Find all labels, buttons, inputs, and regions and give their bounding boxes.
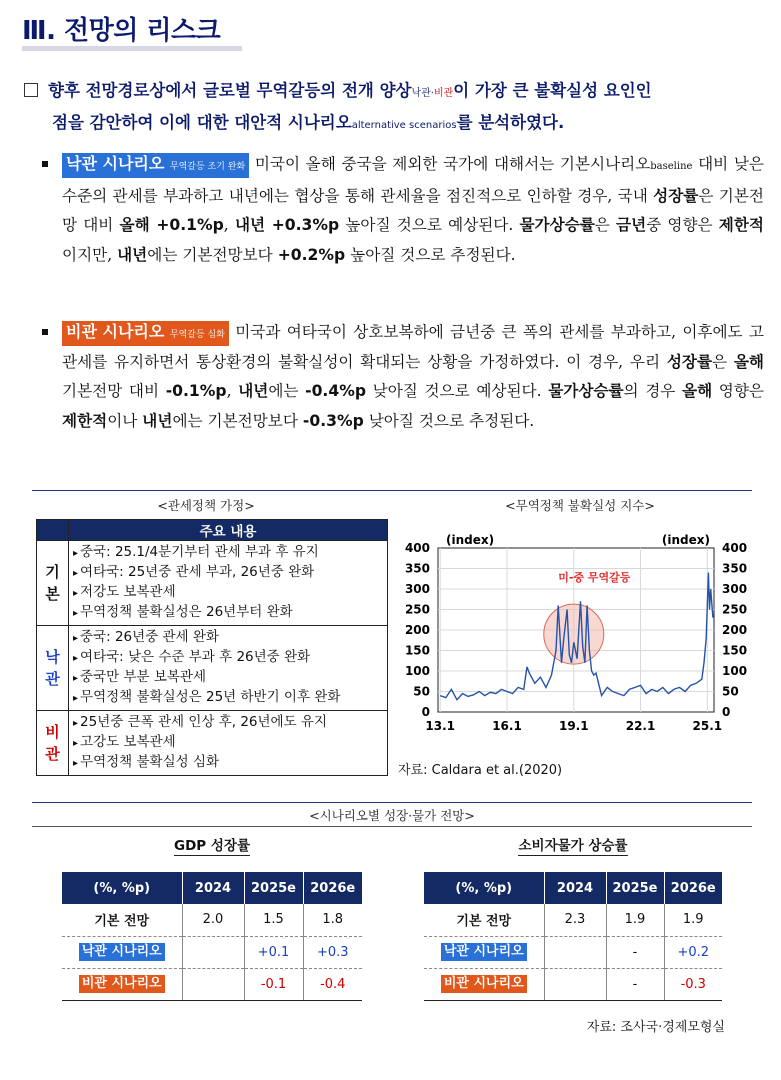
- y-tick-label: 150: [404, 643, 430, 658]
- table-row: 낙관 시나리오 +0.1 +0.3: [62, 936, 362, 968]
- chart-annotation: 미-중 무역갈등: [558, 570, 631, 584]
- y-axis-right-ticks: [722, 541, 747, 719]
- y-label-left: (index): [446, 533, 495, 547]
- gdp-table-title: GDP 성장률: [173, 838, 250, 854]
- checkbox-bullet-icon: [24, 83, 38, 97]
- table-row: 비관 시나리오 - -0.3: [424, 968, 722, 1000]
- y-tick-label: 300: [404, 582, 430, 596]
- list-item: ▸ 중국: 26년중 관세 완화: [73, 628, 383, 648]
- table-row: [37, 541, 388, 626]
- list-item: ▸ 고강도 보복관세: [73, 733, 383, 753]
- table-row: 기본 전망 2.3 1.9 1.9: [424, 904, 722, 936]
- y-tick-label: 0: [722, 705, 731, 719]
- column-header: 2026e: [664, 872, 722, 904]
- cpi-table-title: 소비자물가 상승률: [518, 838, 628, 854]
- x-tick-label: 16.1: [492, 719, 522, 733]
- assumptions-caption: <관세정책 가정>: [157, 498, 255, 513]
- pessimistic-tag: 비관 시나리오 무역갈등 심화: [62, 321, 229, 346]
- y-tick-label: 400: [404, 541, 430, 555]
- y-tick-label: 100: [404, 664, 430, 678]
- y-tick-label: 200: [722, 623, 748, 637]
- table-row: 낙관 시나리오 - +0.2: [424, 936, 722, 968]
- section-divider: [32, 802, 752, 803]
- y-label-right: (index): [661, 533, 710, 547]
- section-divider: [32, 826, 752, 827]
- tariff-assumption-table: [36, 519, 388, 776]
- column-header: 2024: [182, 872, 244, 904]
- outlook-source: 자료: 조사국·경제모형실: [586, 1020, 725, 1035]
- trade-war-highlight: [544, 604, 604, 664]
- x-tick-label: 25.1: [692, 719, 723, 733]
- column-header: (%, %p): [62, 872, 182, 904]
- category-optimistic: 낙 관: [37, 626, 69, 711]
- chart-source: 자료: Caldara et al.(2020): [398, 763, 563, 778]
- bullet-icon: [42, 329, 48, 335]
- chart-caption: <무역정책 불확실성 지수>: [505, 498, 655, 513]
- list-item: ▸ 무역정책 불확실성은 25년 하반기 이후 완화: [73, 688, 383, 708]
- column-header: 2025e: [606, 872, 664, 904]
- list-item: ▸ 무역정책 불확실성은 26년부터 완화: [73, 603, 383, 623]
- list-item: ▸ 여타국: 낮은 수준 부과 후 26년중 완화: [73, 648, 383, 668]
- optimistic-pill: 낙관 시나리오: [79, 943, 165, 961]
- category-baseline: 기 본: [37, 541, 69, 626]
- list-item: ▸ 여타국: 25년중 관세 부과, 26년중 완화: [73, 563, 383, 583]
- y-tick-label: 0: [421, 705, 430, 719]
- x-tick-label: 22.1: [625, 719, 656, 733]
- intro-paragraph: 향후 전망경로상에서 글로벌 무역갈등의 전개 양상낙관·비관이 가장 큰 불확실성 요인인 점을 감안하여 이에 대한 대안적 시나리오alternative scenarios를 분석하였다.: [24, 76, 764, 140]
- y-tick-label: 350: [722, 561, 748, 576]
- table-row: [37, 711, 388, 776]
- column-header: (%, %p): [424, 872, 544, 904]
- pessimistic-pill: 비관 시나리오: [441, 975, 527, 993]
- y-tick-label: 150: [722, 643, 748, 658]
- column-header: 2026e: [303, 872, 362, 904]
- y-tick-label: 50: [722, 684, 739, 699]
- gdp-table: [62, 872, 362, 1001]
- pessimistic-pill: 비관 시나리오: [79, 975, 165, 993]
- list-item: ▸ 중국: 25.1/4분기부터 관세 부과 후 유지: [73, 543, 383, 563]
- y-tick-label: 250: [404, 602, 430, 617]
- y-tick-label: 50: [413, 684, 430, 699]
- cpi-table: [424, 872, 722, 1001]
- category-pessimistic: 비 관: [37, 711, 69, 776]
- pessimistic-scenario-paragraph: 비관 시나리오 무역갈등 심화 미국과 여타국이 상호보복하에 금년중 큰 폭의 관세를 부과하고, 이후에도 고관세를 유지하면서 통상환경의 불확실성이 확대되는 상황을 가정하였다. 이 경우, 우리 성장률은 올해 기본전망 대비 -0.1%p, 내년에는 -0.4%p 낮아질 것으로 예상된다. 물가상승률의 경우 올해 영향은 제한적이나 내년에는 기본전망보다 -0.3%p 낮아질 것으로 추정된다.: [62, 318, 764, 436]
- table-row: 비관 시나리오 -0.1 -0.4: [62, 968, 362, 1000]
- y-tick-label: 100: [722, 664, 748, 678]
- x-axis-ticks: [425, 719, 722, 733]
- list-item: ▸ 저강도 보복관세: [73, 583, 383, 603]
- y-tick-label: 400: [722, 541, 748, 555]
- bullet-icon: [42, 161, 48, 167]
- y-tick-label: 300: [722, 582, 748, 596]
- x-tick-label: 19.1: [558, 719, 589, 733]
- optimistic-pill: 낙관 시나리오: [441, 943, 527, 961]
- optimistic-scenario-paragraph: 낙관 시나리오 무역갈등 조기 완화 미국이 올해 중국을 제외한 국가에 대해서는 기본시나리오baseline 대비 낮은 수준의 관세를 부과하고 내년에는 협상을 통해 관세율을 점진적으로 인하할 경우, 국내 성장률은 기본전망 대비 올해 +0.1%p, 내년 +0.3%p 높아질 것으로 예상된다. 물가상승률은 금년중 영향은 제한적이지만, 내년에는 기본전망보다 +0.2%p 높아질 것으로 추정된다.: [62, 150, 764, 270]
- assumption-header: 주요 내용: [69, 520, 388, 541]
- y-tick-label: 350: [404, 561, 430, 576]
- optimistic-tag: 낙관 시나리오 무역갈등 조기 완화: [62, 153, 249, 178]
- list-item: ▸ 무역정책 불확실성 심화: [73, 753, 383, 773]
- table-row: [37, 626, 388, 711]
- column-header: 2024: [544, 872, 606, 904]
- list-item: ▸ 중국만 부분 보복관세: [73, 668, 383, 688]
- list-item: ▸ 25년중 큰폭 관세 인상 후, 26년에도 유지: [73, 713, 383, 733]
- section-title: Ⅲ. 전망의 리스크: [22, 16, 221, 46]
- y-tick-label: 250: [722, 602, 748, 617]
- x-tick-label: 13.1: [425, 719, 456, 733]
- trade-policy-uncertainty-chart: [398, 528, 768, 746]
- table-row: 기본 전망 2.0 1.5 1.8: [62, 904, 362, 936]
- outlook-caption: <시나리오별 성장·물가 전망>: [309, 808, 475, 823]
- y-axis-left-ticks: [405, 541, 430, 719]
- section-divider: [32, 490, 752, 491]
- column-header: 2025e: [244, 872, 303, 904]
- y-tick-label: 200: [404, 623, 430, 637]
